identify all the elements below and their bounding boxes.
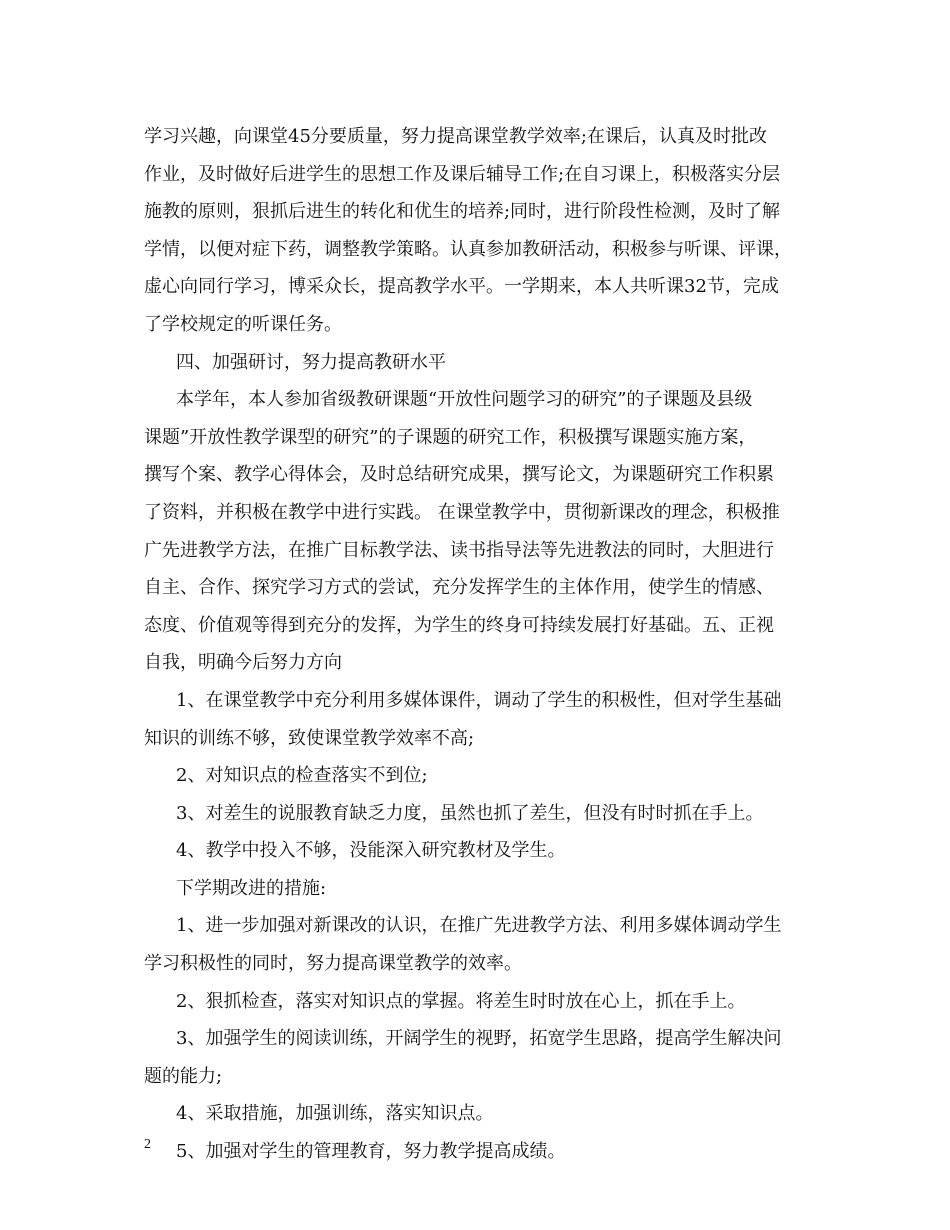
list-item: 5、加强对学生的管理教育，努力教学提高成绩。 — [176, 1141, 566, 1163]
list-item: 3、对差生的说服教育缺乏力度，虽然也抓了差生，但没有时时抓在手上。 — [176, 802, 764, 824]
text-line: 自主、合作、探究学习方式的尝试，充分发挥学生的主体作用，使学生的情感、 — [144, 577, 774, 599]
list-item: 4、采取措施，加强训练，落实知识点。 — [176, 1103, 494, 1125]
text-line: 了学校规定的听课任务。 — [144, 313, 342, 335]
text-line: 知识的训练不够，致使课堂教学效率不高; — [144, 727, 475, 749]
list-item: 1、进一步加强对新课改的认识，在推广先进教学方法、利用多媒体调动学生 — [176, 915, 782, 937]
page-number: 2 — [144, 1137, 151, 1152]
text-line: 本学年，本人参加省级教研课题“开放性问题学习的研究”的子课题及县级 — [176, 389, 753, 411]
list-item: 3、加强学生的阅读训练，开阔学生的视野，拓宽学生思路，提高学生解决问 — [176, 1028, 782, 1050]
document-body — [144, 118, 810, 1171]
text-line: 题的能力; — [144, 1065, 223, 1087]
text-line: 了资料，并积极在教学中进行实践。 在课堂教学中，贯彻新课改的理念，积极推 — [144, 501, 780, 523]
text-line: 作业，及时做好后进学生的思想工作及课后辅导工作;在自习课上，积极落实分层 — [144, 163, 781, 185]
text-line: 课题”开放性教学课型的研究”的子课题的研究工作，积极撰写课题实施方案， — [144, 426, 757, 448]
text-line: 态度、价值观等得到充分的发挥，为学生的终身可持续发展打好基础。五、正视 — [144, 614, 774, 636]
list-item: 4、教学中投入不够，没能深入研究教材及学生。 — [176, 840, 566, 862]
text-line: 学习积极性的同时，努力提高课堂教学的效率。 — [144, 953, 522, 975]
text-line: 撰写个案、教学心得体会，及时总结研究成果，撰写论文，为课题研究工作积累 — [144, 464, 774, 486]
text-line: 学情，以便对症下药，调整教学策略。认真参加教研活动，积极参与听课、评课， — [144, 238, 792, 260]
list-item: 1、在课堂教学中充分利用多媒体课件，调动了学生的积极性，但对学生基础 — [176, 689, 782, 711]
text-line: 虚心向同行学习，博采众长，提高教学水平。一学期来，本人共听课32节，完成 — [144, 276, 779, 298]
text-line: 学习兴趣，向课堂45分要质量，努力提高课堂教学效率;在课后，认真及时批改 — [144, 126, 767, 147]
subheading: 下学期改进的措施: — [176, 877, 327, 899]
text-line: 施教的原则，狠抓后进生的转化和优生的培养;同时，进行阶段性检测，及时了解 — [144, 201, 781, 223]
text-line: 自我，明确今后努力方向 — [144, 652, 342, 674]
list-item: 2、狠抓检查，落实对知识点的掌握。将差生时时放在心上，抓在手上。 — [176, 990, 746, 1012]
section-heading: 四、加强研讨，努力提高教研水平 — [176, 351, 446, 373]
list-item: 2、对知识点的检查落实不到位; — [176, 765, 428, 787]
text-line: 广先进教学方法，在推广目标教学法、读书指导法等先进教法的同时，大胆进行 — [144, 539, 774, 561]
